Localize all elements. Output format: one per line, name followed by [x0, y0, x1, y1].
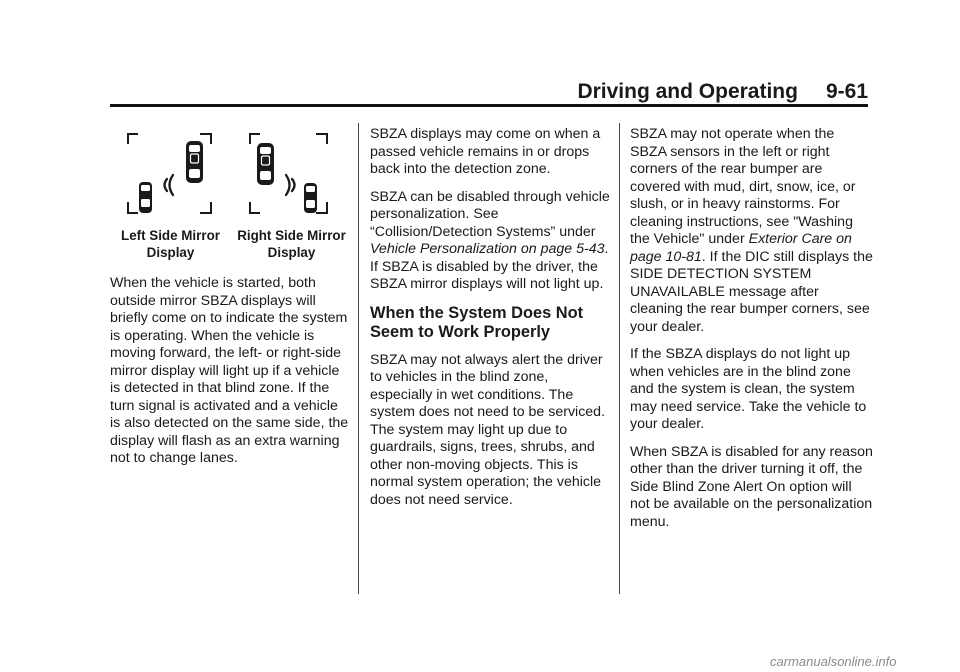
running-header — [110, 80, 868, 104]
header-rule — [110, 104, 868, 107]
signal-waves-icon — [286, 175, 295, 195]
cross-reference: Vehicle Personalization on page 5-43 — [370, 241, 605, 257]
car-icon — [139, 182, 152, 213]
cross-reference: Exterior Care on page 10-81 — [630, 231, 852, 265]
column-divider — [358, 123, 359, 594]
paragraph: SBZA may not always alert the driver to vehicles in the blind zone, especially in wet conditions. The system does not need to be serviced. The system may light up due to guardrails, signs, trees, shrubs, and other non-moving objects. This is normal system operation; the vehicle does not need service. — [370, 351, 606, 508]
car-icon — [186, 141, 203, 183]
paragraph: When the vehicle is started, both outside mirror SBZA displays will briefly come on to indicate the system is operating. When the vehicle is moving forward, the left- or right-side mirror display will light up if a vehicle is detected in that blind zone. If the turn signal is activated and a vehicle is also detected on the same side, the display will flash as an extra warning not to change lanes. — [110, 275, 349, 466]
column-3 — [630, 126, 874, 541]
section-heading: When the System Does Not Seem to Work Properly — [370, 303, 584, 341]
sbza-display-illustration — [110, 126, 352, 226]
page-number: 9-61 — [825, 80, 868, 103]
car-icon — [304, 183, 317, 213]
paragraph: If the SBZA displays do not light up when vehicles are in the blind zone and the system is clean, the system may need service. Take the vehicle to your dealer. — [630, 346, 867, 432]
paragraph: SBZA displays may come on when a passed vehicle remains in or drops back into the detection zone. — [370, 126, 601, 177]
right-mirror-caption: Right Side Mirror Display — [237, 228, 346, 260]
column-2 — [370, 126, 610, 519]
paragraph: When SBZA is disabled for any reason other than the driver turning it off, the Side Blind Zone Alert On option will not be available on the personalization menu. — [630, 443, 873, 530]
sbza-mirror-figure — [110, 126, 352, 266]
signal-waves-icon — [165, 175, 174, 195]
car-icon — [257, 143, 274, 185]
left-mirror-caption: Left Side Mirror Display — [121, 228, 220, 260]
section-title: Driving and Operating — [577, 80, 798, 103]
paragraph: SBZA can be disabled through vehicle personalization. See “Collision/Detection Systems” under Vehicle Personalization on page 5-43. If SBZA is disabled by the driver, the SBZA mirror displays will not light up. — [370, 188, 610, 292]
column-divider — [619, 123, 620, 594]
watermark: carmanualsonline.info — [770, 654, 897, 669]
paragraph: SBZA may not operate when the SBZA sensors in the left or right corners of the rear bumper are covered with mud, dirt, snow, ice, or slush, or in heavy rainstorms. For cleaning instructions, see "Washing the Vehicle" under Exterior Care on page 10-81. If the DIC still displays the SIDE DETECTION SYSTEM UNAVAILABLE message after cleaning the rear bumper corners, see your dealer. — [630, 126, 873, 335]
